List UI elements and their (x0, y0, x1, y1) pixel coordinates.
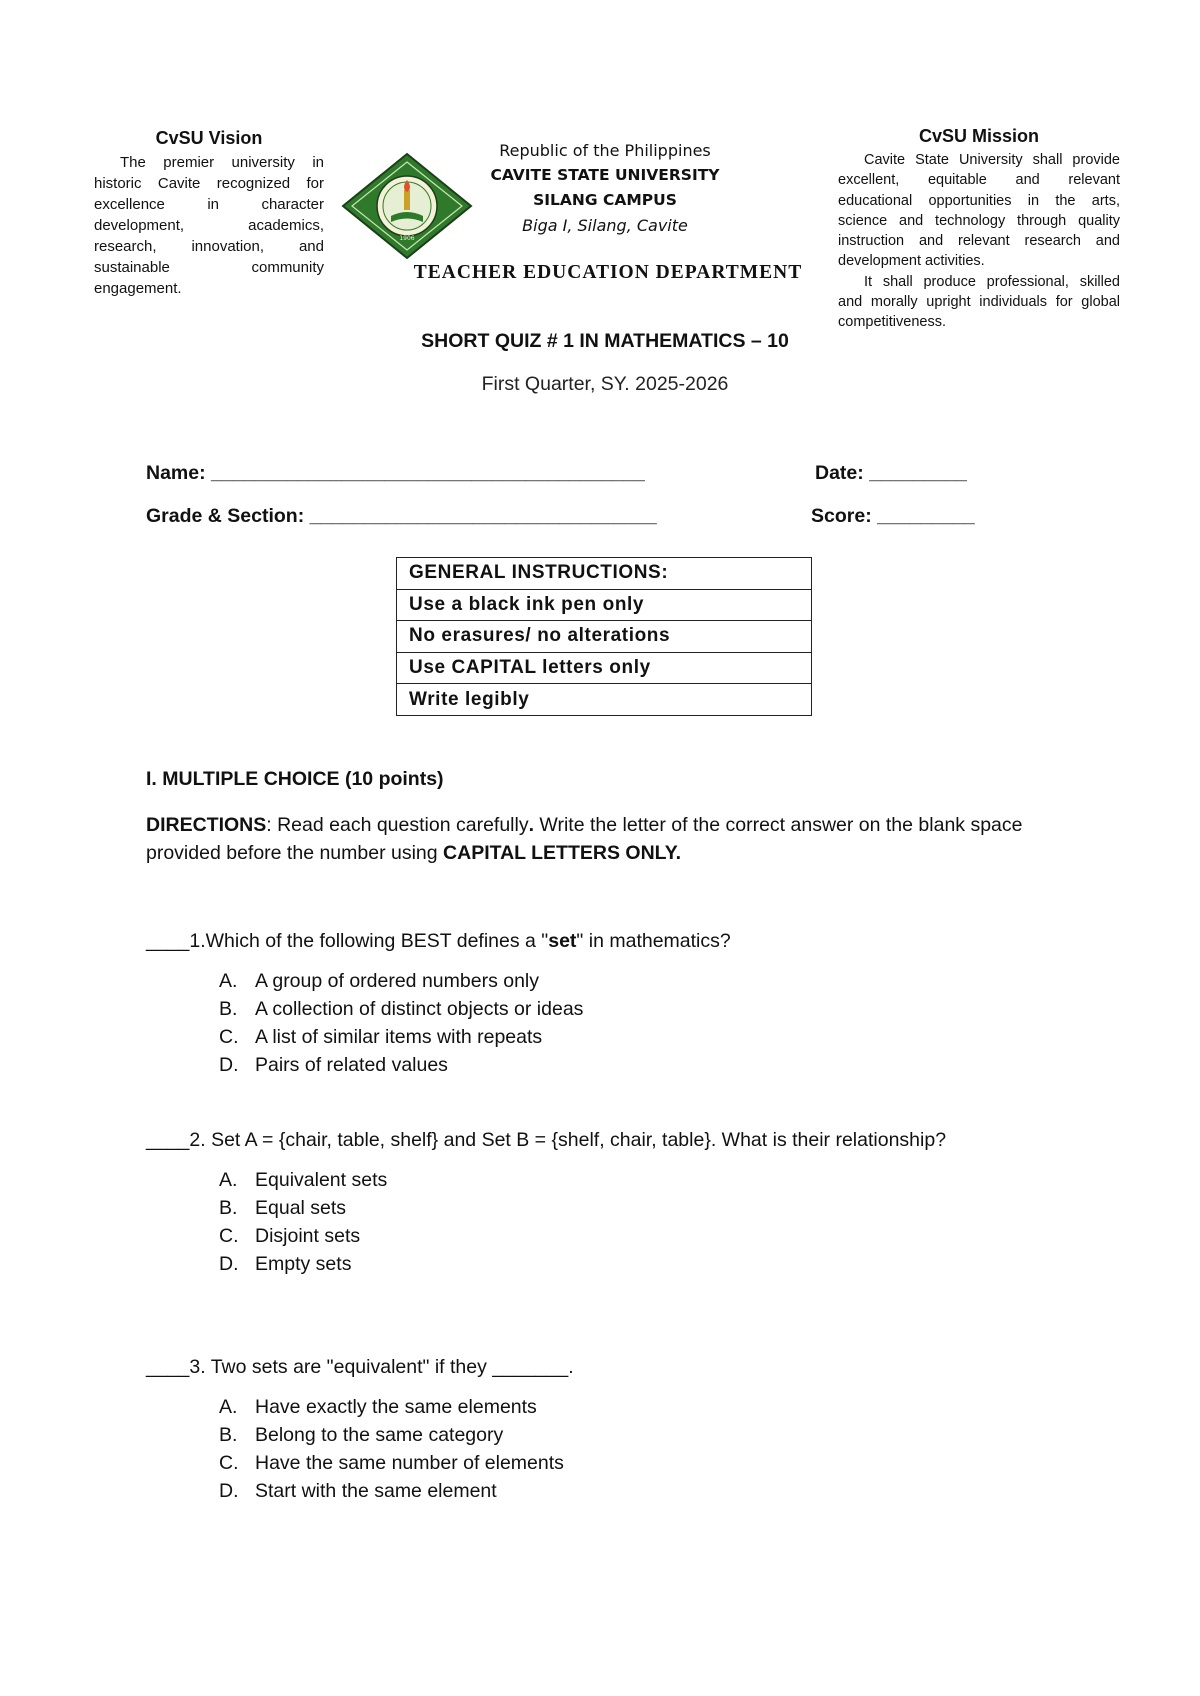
answer-blank[interactable]: ____ (146, 1129, 190, 1151)
answer-blank[interactable]: ____ (146, 930, 190, 952)
svg-text:1906: 1906 (399, 235, 415, 242)
name-label: Name: (146, 462, 206, 484)
grade-section-label: Grade & Section: (146, 505, 305, 527)
option-c (219, 1449, 1066, 1477)
option-text: Pairs of related values (255, 1054, 448, 1076)
question-1 (146, 927, 1066, 1079)
campus-address: Biga I, Silang, Cavite (522, 216, 688, 235)
campus-name: SILANG CAMPUS (533, 191, 677, 209)
score-label: Score: (811, 505, 872, 527)
instruction-item: No erasures/ no alterations (397, 621, 812, 653)
option-text: A collection of distinct objects or ideas (255, 998, 584, 1020)
option-a (219, 1393, 1066, 1421)
option-letter: A. (219, 1169, 238, 1191)
quiz-subtitle: First Quarter, SY. 2025-2026 (481, 373, 729, 395)
question-number: 2. (189, 1129, 206, 1151)
option-text: Empty sets (255, 1253, 352, 1275)
options-list (219, 1393, 1066, 1505)
options-list (219, 1166, 1066, 1278)
option-letter: C. (219, 1452, 239, 1474)
directions-text-1: : Read each question carefully (266, 814, 529, 836)
option-letter: C. (219, 1225, 239, 1247)
university-name: CAVITE STATE UNIVERSITY (490, 166, 720, 184)
directions-period: . (528, 814, 535, 836)
mission-title: CvSU Mission (918, 126, 1040, 146)
question-text (189, 927, 1066, 955)
question-number: 1. (189, 930, 206, 952)
directions-emphasis: CAPITAL LETTERS ONLY. (443, 842, 682, 864)
option-text: A list of similar items with repeats (255, 1026, 543, 1048)
option-text: Start with the same element (255, 1480, 497, 1502)
question-text-emphasis: set (548, 930, 577, 952)
cvsu-seal-logo (341, 152, 473, 260)
general-instructions-table (396, 557, 812, 716)
mission-paragraph-1: Cavite State University shall provide excellent, equitable and relevant educational opportunities in the arts, science and technology through quality instruction and relevant research and development activities. (838, 152, 1120, 270)
score-field[interactable] (811, 505, 975, 528)
question-text (189, 1126, 1066, 1154)
instructions-header: GENERAL INSTRUCTIONS: (397, 558, 812, 590)
option-text: Belong to the same category (255, 1424, 504, 1446)
option-letter: D. (219, 1253, 239, 1275)
option-text: A group of ordered numbers only (255, 970, 540, 992)
option-b (219, 1421, 1066, 1449)
university-header (470, 138, 740, 238)
option-a (219, 967, 1066, 995)
option-c (219, 1023, 1066, 1051)
date-line[interactable]: _________ (869, 462, 967, 484)
question-text-part: Set A = {chair, table, shelf} and Set B = {shelf, chair, table}. What is their relationship? (205, 1129, 947, 1151)
name-line[interactable]: ________________________________________ (211, 462, 645, 484)
grade-section-line[interactable]: ________________________________ (309, 505, 657, 527)
option-c (219, 1222, 1066, 1250)
option-b (219, 995, 1066, 1023)
option-d (219, 1250, 1066, 1278)
option-letter: B. (219, 1197, 238, 1219)
option-letter: B. (219, 1424, 238, 1446)
option-letter: D. (219, 1054, 239, 1076)
section-title: I. MULTIPLE CHOICE (10 points) (146, 768, 444, 790)
question-number: 3. (189, 1356, 206, 1378)
option-letter: A. (219, 970, 238, 992)
option-text: Equivalent sets (255, 1169, 388, 1191)
date-label: Date: (815, 462, 864, 484)
option-text: Equal sets (255, 1197, 347, 1219)
quiz-title: SHORT QUIZ # 1 IN MATHEMATICS – 10 (421, 330, 789, 352)
option-letter: C. (219, 1026, 239, 1048)
date-field[interactable] (815, 462, 967, 485)
name-field[interactable] (146, 462, 645, 485)
vision-block (94, 128, 324, 299)
answer-blank[interactable]: ____ (146, 1356, 190, 1378)
options-list (219, 967, 1066, 1079)
option-a (219, 1166, 1066, 1194)
grade-section-field[interactable] (146, 505, 657, 528)
department-title: TEACHER EDUCATION DEPARTMENT (413, 262, 803, 283)
vision-text: The premier university in historic Cavite recognized for excellence in character development, academics, research, innovation, and sustainable community engagement. (94, 154, 324, 297)
option-text: Disjoint sets (255, 1225, 361, 1247)
instruction-item: Use CAPITAL letters only (397, 652, 812, 684)
option-letter: D. (219, 1480, 239, 1502)
option-text: Have the same number of elements (255, 1452, 564, 1474)
instruction-item: Write legibly (397, 684, 812, 716)
question-3 (146, 1353, 1066, 1505)
option-b (219, 1194, 1066, 1222)
question-text-part: Two sets are "equivalent" if they _______. (205, 1356, 574, 1378)
question-text-part: " in mathematics? (576, 930, 731, 952)
mission-block (838, 126, 1120, 333)
question-text (189, 1353, 1066, 1381)
option-d (219, 1477, 1066, 1505)
mission-paragraph-2: It shall produce professional, skilled and morally upright individuals for global competitiveness. (838, 273, 1120, 331)
directions (146, 811, 1046, 867)
question-text-part: Which of the following BEST defines a " (205, 930, 549, 952)
republic-label: Republic of the Philippines (499, 141, 711, 160)
option-letter: A. (219, 1396, 238, 1418)
score-line[interactable]: _________ (877, 505, 975, 527)
option-text: Have exactly the same elements (255, 1396, 537, 1418)
option-d (219, 1051, 1066, 1079)
directions-label: DIRECTIONS (146, 814, 267, 836)
instruction-item: Use a black ink pen only (397, 589, 812, 621)
directions-text-2: Write the letter of the correct answer on the blank space provided before the number using (146, 814, 1023, 864)
vision-title: CvSU Vision (155, 128, 263, 148)
option-letter: B. (219, 998, 238, 1020)
question-2 (146, 1126, 1066, 1278)
